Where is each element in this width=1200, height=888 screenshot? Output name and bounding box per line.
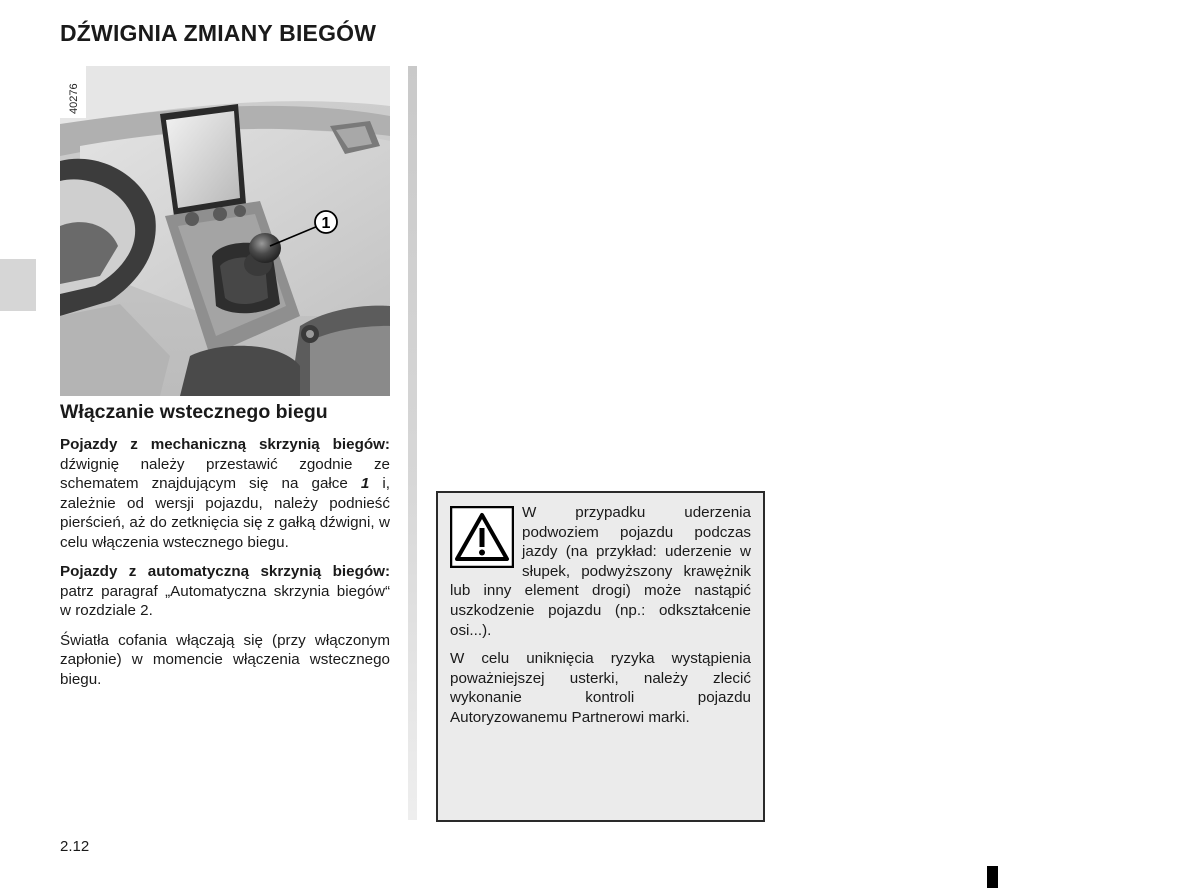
warning-box xyxy=(436,491,765,822)
paragraph-automatic xyxy=(60,562,390,621)
manual-text-b: i, zależnie od wersji pojazdu, należy podnieść pierścień, aż do zetknięcia się z gałką dźwigni, w celu włączenia wstecznego biegu. xyxy=(60,475,390,551)
automatic-gearbox-label: Pojazdy z automatyczną skrzynią biegów: xyxy=(60,563,390,580)
section-heading: Włączanie wstecznego biegu xyxy=(60,401,328,423)
manual-text-a: dźwignię należy przestawić zgodnie ze schematem znajdującym się na gałce xyxy=(60,455,390,492)
section-body xyxy=(60,435,390,699)
warning-triangle-icon xyxy=(450,506,514,568)
image-code: 40276 xyxy=(68,83,80,114)
paragraph-manual xyxy=(60,435,390,552)
warning-paragraph-2: W celu uniknięcia ryzyka wystąpienia poważniejszej usterki, należy zlecić wykonanie kontroli pojazdu Autoryzowanemu Partnerowi marki. xyxy=(450,650,751,726)
gear-lever-illustration xyxy=(60,66,390,396)
page-title: DŹWIGNIA ZMIANY BIEGÓW xyxy=(60,20,377,46)
callout-label: 1 xyxy=(321,215,331,232)
automatic-text: patrz paragraf „Automatyczna skrzynia biegów“ w rozdziale 2. xyxy=(60,582,390,619)
chapter-tab xyxy=(0,259,36,311)
warning-paragraph-1: W przypadku uderzenia podwoziem pojazdu podczas jazdy (na przykład: uderzenie w słupek, podwyższony krawężnik lub inny element drogi) może nastąpić uszkodzenie pojazdu (np.: odkształcenie osi...). xyxy=(450,504,751,639)
page-number: 2.12 xyxy=(60,838,90,855)
knob-reference: 1 xyxy=(360,475,370,492)
manual-gearbox-label: Pojazdy z mechaniczną skrzynią biegów: xyxy=(60,436,390,453)
column-divider xyxy=(408,66,417,820)
paragraph-reverse-lights: Światła cofania włączają się (przy włączonym zapłonie) w momencie włączenia wstecznego biegu. xyxy=(60,631,390,688)
corner-mark xyxy=(987,866,998,888)
